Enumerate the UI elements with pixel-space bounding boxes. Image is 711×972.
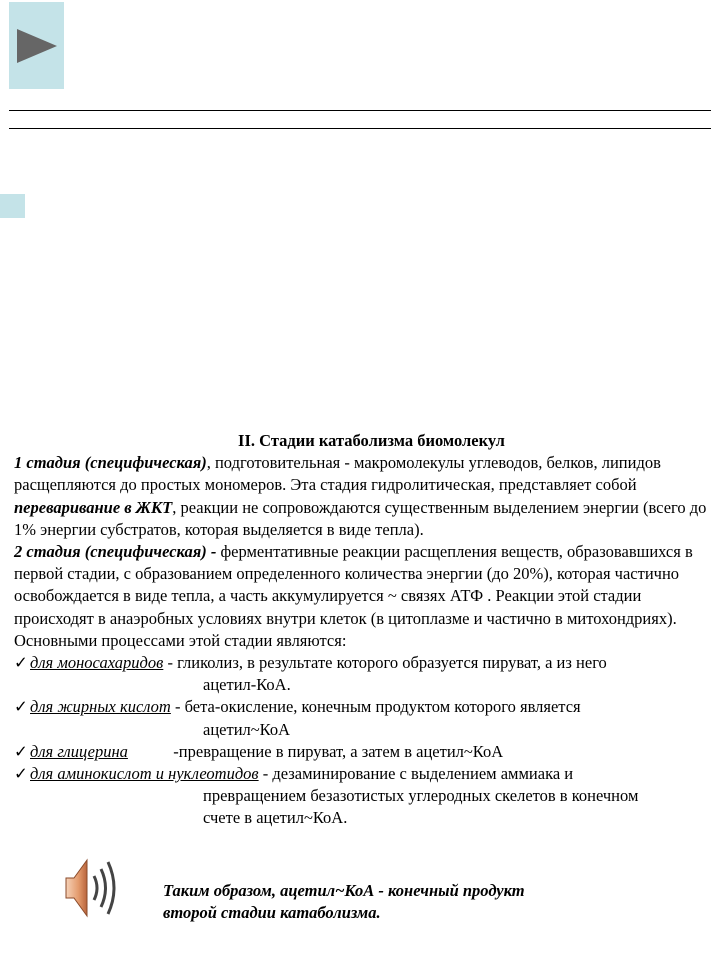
speaker-icon[interactable]: [63, 852, 123, 924]
stage-1-emphasis: переваривание в ЖКТ: [14, 497, 173, 517]
list-item-label[interactable]: для моносахаридов: [30, 653, 164, 673]
checkmark-icon: ✓: [14, 653, 28, 673]
stage-2-paragraph: 2 стадия (специфическая) - ферментативные реакции расщепления веществ, образовавшихся в первой стадии, с образованием определенного количества энергии (до 20%), которая частично освобождается в виде тепла, а часть аккумулируется ~ связях АТФ . Реакции этой стадии происходят в анаэробных условиях внутри клеток (в цитоплазме и частично в митохондриях).: [14, 542, 693, 628]
checkmark-icon: ✓: [14, 741, 28, 761]
divider-bottom: [9, 128, 711, 129]
divider-top: [9, 110, 711, 111]
list-item: ✓ для моносахаридов - гликолиз, в результате которого образуется пируват, а из него ацетил-КоА.: [14, 653, 607, 695]
stage-1-label: 1 стадия (специфическая): [14, 453, 207, 473]
play-triangle-icon: [15, 27, 59, 65]
conclusion: Таким образом, ацетил~КоА - конечный продукт второй стадии катаболизма.: [163, 881, 525, 923]
document-body: [14, 430, 709, 830]
play-button[interactable]: [9, 2, 64, 89]
list-item: ✓ для жирных кислот - бета-окисление, конечным продуктом которого является ацетил~КоА: [14, 697, 581, 739]
stage-2-label: 2 стадия (специфическая) -: [14, 542, 217, 562]
processes-intro: Основными процессами этой стадии являются:: [14, 630, 347, 650]
list-item-label[interactable]: для глицерина: [30, 741, 128, 761]
list-item-label[interactable]: для жирных кислот: [30, 697, 171, 717]
checkmark-icon: ✓: [14, 697, 28, 717]
page-title: II. Стадии катаболизма биомолекул: [238, 431, 505, 450]
list-item-label[interactable]: для аминокислот и нуклеотидов: [30, 764, 259, 784]
list-item: ✓ для аминокислот и нуклеотидов - дезаминирование с выделением аммиака и превращением безазотистых углеродных скелетов в конечном счете в ацетил~КоА.: [14, 764, 639, 828]
list-item: ✓ для глицерина -превращение в пируват, а затем в ацетил~КоА: [14, 741, 709, 763]
stage-1-paragraph: 1 стадия (специфическая), подготовительная - макромолекулы углеводов, белков, липидов расщепляются до простых мономеров. Эта стадия гидролитическая, представляет собой переваривание в ЖКТ, реакции не сопровождаются существенным выделением энергии (всего до 1% энергии субстратов, которая выделяется в виде тепла).: [14, 453, 707, 539]
slide-marker: [0, 194, 25, 218]
checkmark-icon: ✓: [14, 764, 28, 784]
